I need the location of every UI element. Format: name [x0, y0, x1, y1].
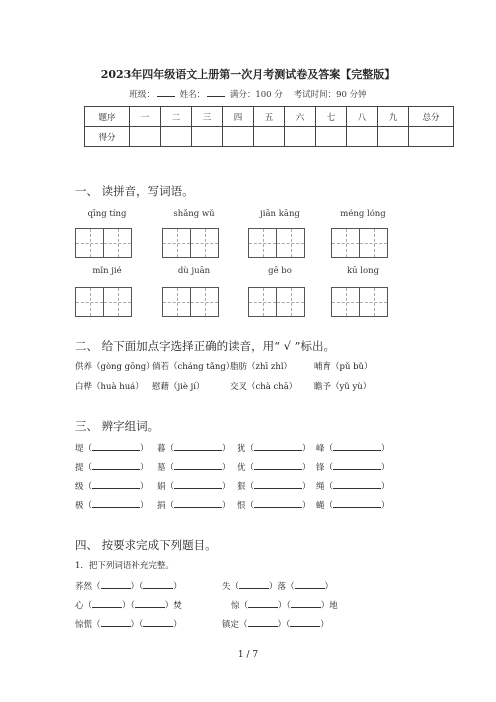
zuci-item: [157, 441, 231, 454]
idiom-item: [75, 617, 182, 630]
zuci-blank[interactable]: [92, 460, 140, 470]
idiom-text: ）（: [130, 620, 144, 630]
idiom-item: [222, 579, 333, 592]
bracket: ）: [302, 444, 311, 454]
score-input-cell[interactable]: [409, 127, 454, 147]
pinyin-prompt: kū long: [346, 266, 380, 276]
zuci-blank[interactable]: [92, 441, 140, 451]
writing-grid[interactable]: [75, 287, 132, 317]
zuci-item: [237, 498, 311, 511]
score-header-cell: 总分: [409, 107, 454, 127]
zuci-char: 提（: [75, 463, 93, 473]
zuci-char: 捐（: [157, 501, 175, 511]
grid-cell[interactable]: [332, 229, 360, 257]
score-input-cell[interactable]: [254, 127, 285, 147]
reading-choice[interactable]: 瞻予（yǔ yù）: [314, 382, 372, 392]
section-2-heading: 二、 给下面加点字选择正确的读音，用“ √ ”标出。: [75, 339, 336, 353]
bracket: ）: [140, 444, 149, 454]
idiom-text: 镇定（: [222, 620, 248, 630]
grid-cell[interactable]: [76, 229, 104, 257]
zuci-item: [237, 460, 311, 473]
reading-choice[interactable]: 慰藉（jiè jí）: [152, 382, 205, 392]
idiom-text: ）: [320, 620, 329, 630]
score-header-cell: 九: [378, 107, 409, 127]
zuci-blank[interactable]: [333, 479, 381, 489]
idiom-blank[interactable]: [248, 617, 278, 627]
idiom-text: ）焚: [164, 601, 182, 611]
bracket: ）: [140, 463, 149, 473]
zuci-char: 暮（: [157, 444, 175, 454]
idiom-item: [75, 598, 182, 611]
zuci-blank[interactable]: [174, 498, 222, 508]
bracket: ）: [302, 482, 311, 492]
zuci-blank[interactable]: [174, 479, 222, 489]
bracket: ）: [222, 463, 231, 473]
idiom-blank[interactable]: [135, 598, 165, 608]
bracket: ）: [302, 463, 311, 473]
score-header-cell: 八: [347, 107, 378, 127]
reading-choice[interactable]: 供养（gòng gōng）: [75, 362, 155, 372]
grid-cell[interactable]: [277, 288, 304, 316]
grid-cell[interactable]: [332, 288, 360, 316]
score-value-row: [85, 127, 454, 147]
zuci-item: [75, 479, 149, 492]
score-input-cell[interactable]: [285, 127, 316, 147]
idiom-blank[interactable]: [143, 579, 173, 589]
zuci-blank[interactable]: [254, 441, 302, 451]
zuci-blank[interactable]: [174, 441, 222, 451]
zuci-char: 锋（: [316, 463, 334, 473]
idiom-item: [75, 579, 182, 592]
exam-time: 考试时间：90 分钟: [293, 90, 367, 100]
score-input-cell[interactable]: [192, 127, 223, 147]
bracket: ）: [381, 482, 390, 492]
zuci-item: [75, 460, 149, 473]
idiom-text: ）: [173, 620, 182, 630]
reading-choice[interactable]: 倘若（cháng tǎng）: [152, 362, 235, 372]
grid-cell[interactable]: [277, 229, 304, 257]
idiom-blank[interactable]: [248, 598, 278, 608]
writing-grid[interactable]: [248, 228, 305, 258]
idiom-blank[interactable]: [290, 617, 320, 627]
name-blank: [207, 88, 225, 97]
writing-grid[interactable]: [331, 228, 388, 258]
pinyin-prompt: jiān kāng: [260, 209, 300, 219]
bracket: ）: [140, 482, 149, 492]
zuci-item: [157, 479, 231, 492]
class-label: 班级：: [129, 90, 155, 100]
zuci-char: 级（: [75, 482, 93, 492]
zuci-blank[interactable]: [333, 441, 381, 451]
reading-choice[interactable]: 哺育（pǔ bǔ）: [314, 362, 373, 372]
zuci-char: 墓（: [157, 463, 175, 473]
exam-info: [0, 88, 496, 100]
zuci-blank[interactable]: [92, 479, 140, 489]
score-input-cell[interactable]: [161, 127, 192, 147]
writing-grid[interactable]: [75, 228, 132, 258]
score-input-cell[interactable]: [347, 127, 378, 147]
zuci-char: 极（: [75, 501, 93, 511]
zuci-item: [316, 460, 390, 473]
zuci-blank[interactable]: [92, 498, 140, 508]
idiom-text: ）（: [278, 601, 291, 611]
idiom-text: ）（: [130, 582, 144, 592]
class-blank: [157, 88, 175, 97]
score-label-cell: 得分: [85, 127, 130, 147]
grid-cell[interactable]: [249, 229, 277, 257]
zuci-char: 狠（: [237, 482, 255, 492]
idiom-blank[interactable]: [101, 617, 131, 627]
zuci-item: [75, 441, 149, 454]
reading-choice[interactable]: 交叉（chà chā）: [230, 382, 298, 392]
score-header-cell: 三: [192, 107, 223, 127]
zuci-blank[interactable]: [254, 479, 302, 489]
idiom-item: [222, 617, 329, 630]
zuci-blank[interactable]: [254, 498, 302, 508]
writing-grid[interactable]: [331, 287, 388, 317]
idiom-text: 荞然（: [75, 582, 101, 592]
idiom-text: 失（: [222, 582, 240, 592]
idiom-blank[interactable]: [143, 617, 173, 627]
grid-cell[interactable]: [191, 288, 218, 316]
zuci-item: [316, 441, 390, 454]
score-header-cell: 七: [316, 107, 347, 127]
bracket: ）: [381, 501, 390, 511]
zuci-char: 犹（: [237, 444, 255, 454]
zuci-item: [75, 498, 149, 511]
score-header-cell: 五: [254, 107, 285, 127]
idiom-text: ）: [173, 582, 182, 592]
zuci-char: 堤（: [75, 444, 93, 454]
idiom-text: ）落（: [269, 582, 295, 592]
idiom-blank[interactable]: [101, 579, 131, 589]
zuci-char: 娟（: [157, 482, 175, 492]
pinyin-prompt: mǐn jié: [92, 266, 122, 276]
grid-cell[interactable]: [104, 288, 131, 316]
zuci-item: [316, 479, 390, 492]
score-header-cell: 四: [223, 107, 254, 127]
reading-choice[interactable]: 白桦（huà huá）: [75, 382, 144, 392]
pinyin-prompt: gē bo: [268, 266, 292, 276]
score-input-cell[interactable]: [130, 127, 161, 147]
name-label: 姓名：: [179, 90, 206, 100]
score-input-cell[interactable]: [316, 127, 347, 147]
idiom-text: 惊慌（: [75, 620, 101, 630]
bracket: ）: [222, 482, 231, 492]
score-header-cell: 二: [161, 107, 192, 127]
idiom-text: ）: [324, 582, 334, 592]
idiom-blank[interactable]: [92, 598, 122, 608]
grid-cell[interactable]: [360, 229, 387, 257]
bracket: ）: [381, 444, 390, 454]
zuci-char: 绳（: [316, 482, 334, 492]
zuci-blank[interactable]: [333, 498, 381, 508]
pinyin-prompt: shǎng wǔ: [173, 209, 215, 219]
zuci-item: [316, 498, 390, 511]
bracket: ）: [381, 463, 390, 473]
idiom-text: ）地: [320, 601, 338, 611]
score-header-cell: 一: [130, 107, 161, 127]
zuci-item: [157, 460, 231, 473]
zuci-item: [237, 479, 311, 492]
writing-grid[interactable]: [248, 287, 305, 317]
idiom-text: ）（: [122, 601, 135, 611]
section-3-heading: 三、 辨字组词。: [75, 419, 160, 433]
score-header-row: [85, 107, 454, 127]
score-input-cell[interactable]: [378, 127, 409, 147]
zuci-blank[interactable]: [174, 460, 222, 470]
grid-cell[interactable]: [163, 229, 191, 257]
question-1: 1．把下列词语补充完整。: [75, 561, 174, 571]
zuci-blank[interactable]: [333, 460, 381, 470]
zuci-char: 优（: [237, 463, 255, 473]
grid-cell[interactable]: [360, 288, 387, 316]
document-title: 2023年四年级语文上册第一次月考测试卷及答案【完整版】: [100, 68, 396, 81]
full-score: 满分：100 分: [229, 90, 283, 100]
reading-choice[interactable]: 脂肪（zhī zhǐ）: [230, 362, 293, 372]
idiom-blank[interactable]: [295, 579, 325, 589]
score-header-cell: 六: [285, 107, 316, 127]
bracket: ）: [140, 501, 149, 511]
grid-cell[interactable]: [76, 288, 104, 316]
page-number: 1 / 7: [237, 650, 259, 660]
pinyin-prompt: qīng tíng: [87, 209, 127, 219]
grid-cell[interactable]: [163, 288, 191, 316]
zuci-item: [237, 441, 311, 454]
section-4-heading: 四、 按要求完成下列题目。: [75, 538, 217, 552]
grid-cell[interactable]: [191, 229, 218, 257]
zuci-blank[interactable]: [254, 460, 302, 470]
score-header-cell: 题序: [85, 107, 130, 127]
idiom-blank[interactable]: [239, 579, 269, 589]
bracket: ）: [302, 501, 311, 511]
section-1-heading: 一、 读拼音，写词语。: [75, 184, 194, 198]
idiom-text: 心（: [75, 601, 93, 611]
idiom-blank[interactable]: [291, 598, 321, 608]
writing-grid[interactable]: [162, 287, 219, 317]
score-input-cell[interactable]: [223, 127, 254, 147]
pinyin-prompt: méng lóng: [340, 209, 386, 219]
bracket: ）: [222, 501, 231, 511]
grid-cell[interactable]: [249, 288, 277, 316]
writing-grid[interactable]: [162, 228, 219, 258]
zuci-char: 蝇（: [316, 501, 334, 511]
bracket: ）: [222, 444, 231, 454]
idiom-item: [231, 598, 338, 611]
score-table: [84, 106, 454, 147]
idiom-text: ）（: [277, 620, 291, 630]
zuci-item: [157, 498, 231, 511]
pinyin-prompt: dù juān: [177, 266, 211, 276]
idiom-text: 惊（: [231, 601, 249, 611]
grid-cell[interactable]: [104, 229, 131, 257]
zuci-char: 峰（: [316, 444, 334, 454]
zuci-char: 恨（: [237, 501, 255, 511]
